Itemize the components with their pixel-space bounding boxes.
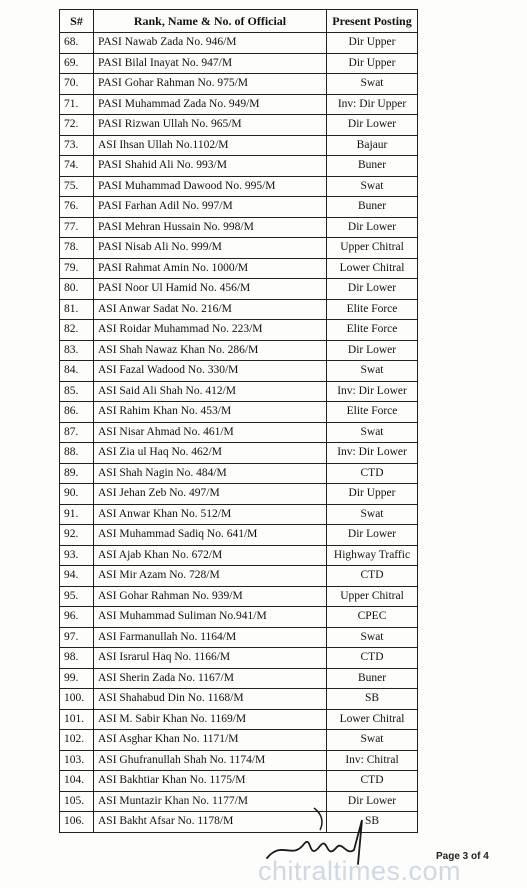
official-cell: PASI Farhan Adil No. 997/M (94, 197, 327, 218)
serial-cell: 101. (60, 709, 94, 730)
official-cell: ASI Nisar Ahmad No. 461/M (94, 422, 327, 443)
table-row (60, 320, 418, 341)
serial-cell: 81. (60, 299, 94, 320)
posting-table (59, 9, 418, 833)
serial-cell: 89. (60, 463, 94, 484)
table-row (60, 545, 418, 566)
table-row (60, 258, 418, 279)
serial-cell: 74. (60, 156, 94, 177)
serial-cell: 86. (60, 402, 94, 423)
serial-cell: 100. (60, 689, 94, 710)
serial-cell: 97. (60, 627, 94, 648)
serial-cell: 80. (60, 279, 94, 300)
official-cell: ASI Sherin Zada No. 1167/M (94, 668, 327, 689)
serial-cell: 103. (60, 750, 94, 771)
official-cell: ASI M. Sabir Khan No. 1169/M (94, 709, 327, 730)
official-cell: PASI Noor Ul Hamid No. 456/M (94, 279, 327, 300)
table-row (60, 730, 418, 751)
table-row (60, 484, 418, 505)
table-row (60, 94, 418, 115)
posting-cell: Dir Lower (327, 115, 418, 136)
posting-cell: Elite Force (327, 402, 418, 423)
table-row (60, 648, 418, 669)
official-cell: ASI Asghar Khan No. 1171/M (94, 730, 327, 751)
serial-cell: 93. (60, 545, 94, 566)
serial-cell: 82. (60, 320, 94, 341)
posting-cell: Inv: Chitral (327, 750, 418, 771)
official-cell: ASI Jehan Zeb No. 497/M (94, 484, 327, 505)
serial-cell: 92. (60, 525, 94, 546)
official-cell: ASI Fazal Wadood No. 330/M (94, 361, 327, 382)
table-row (60, 361, 418, 382)
table-row (60, 771, 418, 792)
official-cell: ASI Shah Nagin No. 484/M (94, 463, 327, 484)
posting-cell: Inv: Dir Lower (327, 443, 418, 464)
official-cell: ASI Anwar Khan No. 512/M (94, 504, 327, 525)
serial-cell: 75. (60, 176, 94, 197)
serial-cell: 105. (60, 791, 94, 812)
official-cell: ASI Muhammad Sadiq No. 641/M (94, 525, 327, 546)
official-cell: ASI Rahim Khan No. 453/M (94, 402, 327, 423)
table-row (60, 750, 418, 771)
serial-cell: 71. (60, 94, 94, 115)
official-cell: ASI Bakhtiar Khan No. 1175/M (94, 771, 327, 792)
serial-cell: 91. (60, 504, 94, 525)
posting-cell: Swat (327, 627, 418, 648)
watermark-text: chitraltimes.com (258, 856, 462, 886)
serial-cell: 85. (60, 381, 94, 402)
serial-cell: 83. (60, 340, 94, 361)
table-row (60, 443, 418, 464)
table-row (60, 115, 418, 136)
serial-cell: 76. (60, 197, 94, 218)
table-row (60, 33, 418, 54)
posting-cell: Swat (327, 422, 418, 443)
serial-cell: 106. (60, 812, 94, 833)
serial-cell: 77. (60, 217, 94, 238)
serial-cell: 95. (60, 586, 94, 607)
official-cell: ASI Muntazir Khan No. 1177/M (94, 791, 327, 812)
header-rank-name: Rank, Name & No. of Official (94, 10, 327, 33)
posting-cell: Dir Upper (327, 484, 418, 505)
serial-cell: 70. (60, 74, 94, 95)
serial-cell: 87. (60, 422, 94, 443)
table-row (60, 709, 418, 730)
posting-cell: CTD (327, 566, 418, 587)
posting-cell: Buner (327, 197, 418, 218)
official-cell: ASI Anwar Sadat No. 216/M (94, 299, 327, 320)
table-row (60, 402, 418, 423)
posting-cell: Swat (327, 730, 418, 751)
table-row (60, 238, 418, 259)
serial-cell: 84. (60, 361, 94, 382)
table-row (60, 504, 418, 525)
posting-cell: Inv: Dir Lower (327, 381, 418, 402)
posting-cell: Upper Chitral (327, 238, 418, 259)
table-row (60, 525, 418, 546)
official-cell: ASI Roidar Muhammad No. 223/M (94, 320, 327, 341)
official-cell: ASI Bakht Afsar No. 1178/M (94, 812, 327, 833)
posting-cell: Dir Lower (327, 217, 418, 238)
official-cell: PASI Rahmat Amin No. 1000/M (94, 258, 327, 279)
official-cell: ASI Ihsan Ullah No.1102/M (94, 135, 327, 156)
official-cell: ASI Israrul Haq No. 1166/M (94, 648, 327, 669)
posting-cell: Dir Lower (327, 525, 418, 546)
official-cell: PASI Bilal Inayat No. 947/M (94, 53, 327, 74)
serial-cell: 104. (60, 771, 94, 792)
official-cell: PASI Mehran Hussain No. 998/M (94, 217, 327, 238)
official-cell: PASI Rizwan Ullah No. 965/M (94, 115, 327, 136)
posting-cell: SB (327, 689, 418, 710)
table-row (60, 381, 418, 402)
posting-cell: Dir Lower (327, 340, 418, 361)
official-cell: ASI Zia ul Haq No. 462/M (94, 443, 327, 464)
table-row (60, 668, 418, 689)
official-cell: ASI Muhammad Suliman No.941/M (94, 607, 327, 628)
posting-cell: Buner (327, 156, 418, 177)
posting-cell: Swat (327, 176, 418, 197)
table-row (60, 689, 418, 710)
official-cell: ASI Said Ali Shah No. 412/M (94, 381, 327, 402)
table-row (60, 156, 418, 177)
posting-cell: Highway Traffic (327, 545, 418, 566)
serial-cell: 72. (60, 115, 94, 136)
official-cell: ASI Ajab Khan No. 672/M (94, 545, 327, 566)
posting-cell: Bajaur (327, 135, 418, 156)
serial-cell: 79. (60, 258, 94, 279)
table-row (60, 74, 418, 95)
table-body (60, 33, 418, 833)
table-row (60, 566, 418, 587)
official-cell: ASI Shah Nawaz Khan No. 286/M (94, 340, 327, 361)
header-serial: S# (60, 10, 94, 33)
serial-cell: 69. (60, 53, 94, 74)
posting-cell: Elite Force (327, 320, 418, 341)
table-row (60, 176, 418, 197)
posting-cell: Elite Force (327, 299, 418, 320)
table-row (60, 53, 418, 74)
posting-cell: Lower Chitral (327, 258, 418, 279)
serial-cell: 102. (60, 730, 94, 751)
posting-cell: SB (327, 812, 418, 833)
serial-cell: 90. (60, 484, 94, 505)
table-row (60, 217, 418, 238)
posting-cell: Swat (327, 361, 418, 382)
serial-cell: 94. (60, 566, 94, 587)
table-row (60, 422, 418, 443)
posting-cell: CTD (327, 648, 418, 669)
table-header-row (60, 10, 418, 33)
posting-cell: Swat (327, 504, 418, 525)
official-cell: ASI Ghufranullah Shah No. 1174/M (94, 750, 327, 771)
table-row (60, 607, 418, 628)
posting-cell: CPEC (327, 607, 418, 628)
official-cell: ASI Farmanullah No. 1164/M (94, 627, 327, 648)
official-cell: PASI Gohar Rahman No. 975/M (94, 74, 327, 95)
serial-cell: 68. (60, 33, 94, 54)
serial-cell: 78. (60, 238, 94, 259)
official-cell: ASI Shahabud Din No. 1168/M (94, 689, 327, 710)
table-row (60, 586, 418, 607)
serial-cell: 98. (60, 648, 94, 669)
posting-cell: CTD (327, 463, 418, 484)
serial-cell: 99. (60, 668, 94, 689)
header-posting: Present Posting (327, 10, 418, 33)
serial-cell: 88. (60, 443, 94, 464)
page-number: Page 3 of 4 (436, 851, 489, 862)
posting-cell: Dir Upper (327, 53, 418, 74)
table-row (60, 135, 418, 156)
table-row (60, 279, 418, 300)
posting-cell: CTD (327, 771, 418, 792)
posting-cell: Inv: Dir Upper (327, 94, 418, 115)
table-row (60, 197, 418, 218)
official-cell: ASI Mir Azam No. 728/M (94, 566, 327, 587)
table-row (60, 299, 418, 320)
table-row (60, 627, 418, 648)
official-cell: PASI Nisab Ali No. 999/M (94, 238, 327, 259)
official-cell: PASI Shahid Ali No. 993/M (94, 156, 327, 177)
posting-cell: Dir Lower (327, 791, 418, 812)
table-row (60, 340, 418, 361)
official-cell: ASI Gohar Rahman No. 939/M (94, 586, 327, 607)
posting-cell: Lower Chitral (327, 709, 418, 730)
table-row (60, 463, 418, 484)
official-cell: PASI Nawab Zada No. 946/M (94, 33, 327, 54)
posting-cell: Buner (327, 668, 418, 689)
serial-cell: 73. (60, 135, 94, 156)
official-cell: PASI Muhammad Zada No. 949/M (94, 94, 327, 115)
serial-cell: 96. (60, 607, 94, 628)
official-cell: PASI Muhammad Dawood No. 995/M (94, 176, 327, 197)
posting-cell: Dir Lower (327, 279, 418, 300)
posting-cell: Upper Chitral (327, 586, 418, 607)
posting-cell: Swat (327, 74, 418, 95)
posting-cell: Dir Upper (327, 33, 418, 54)
